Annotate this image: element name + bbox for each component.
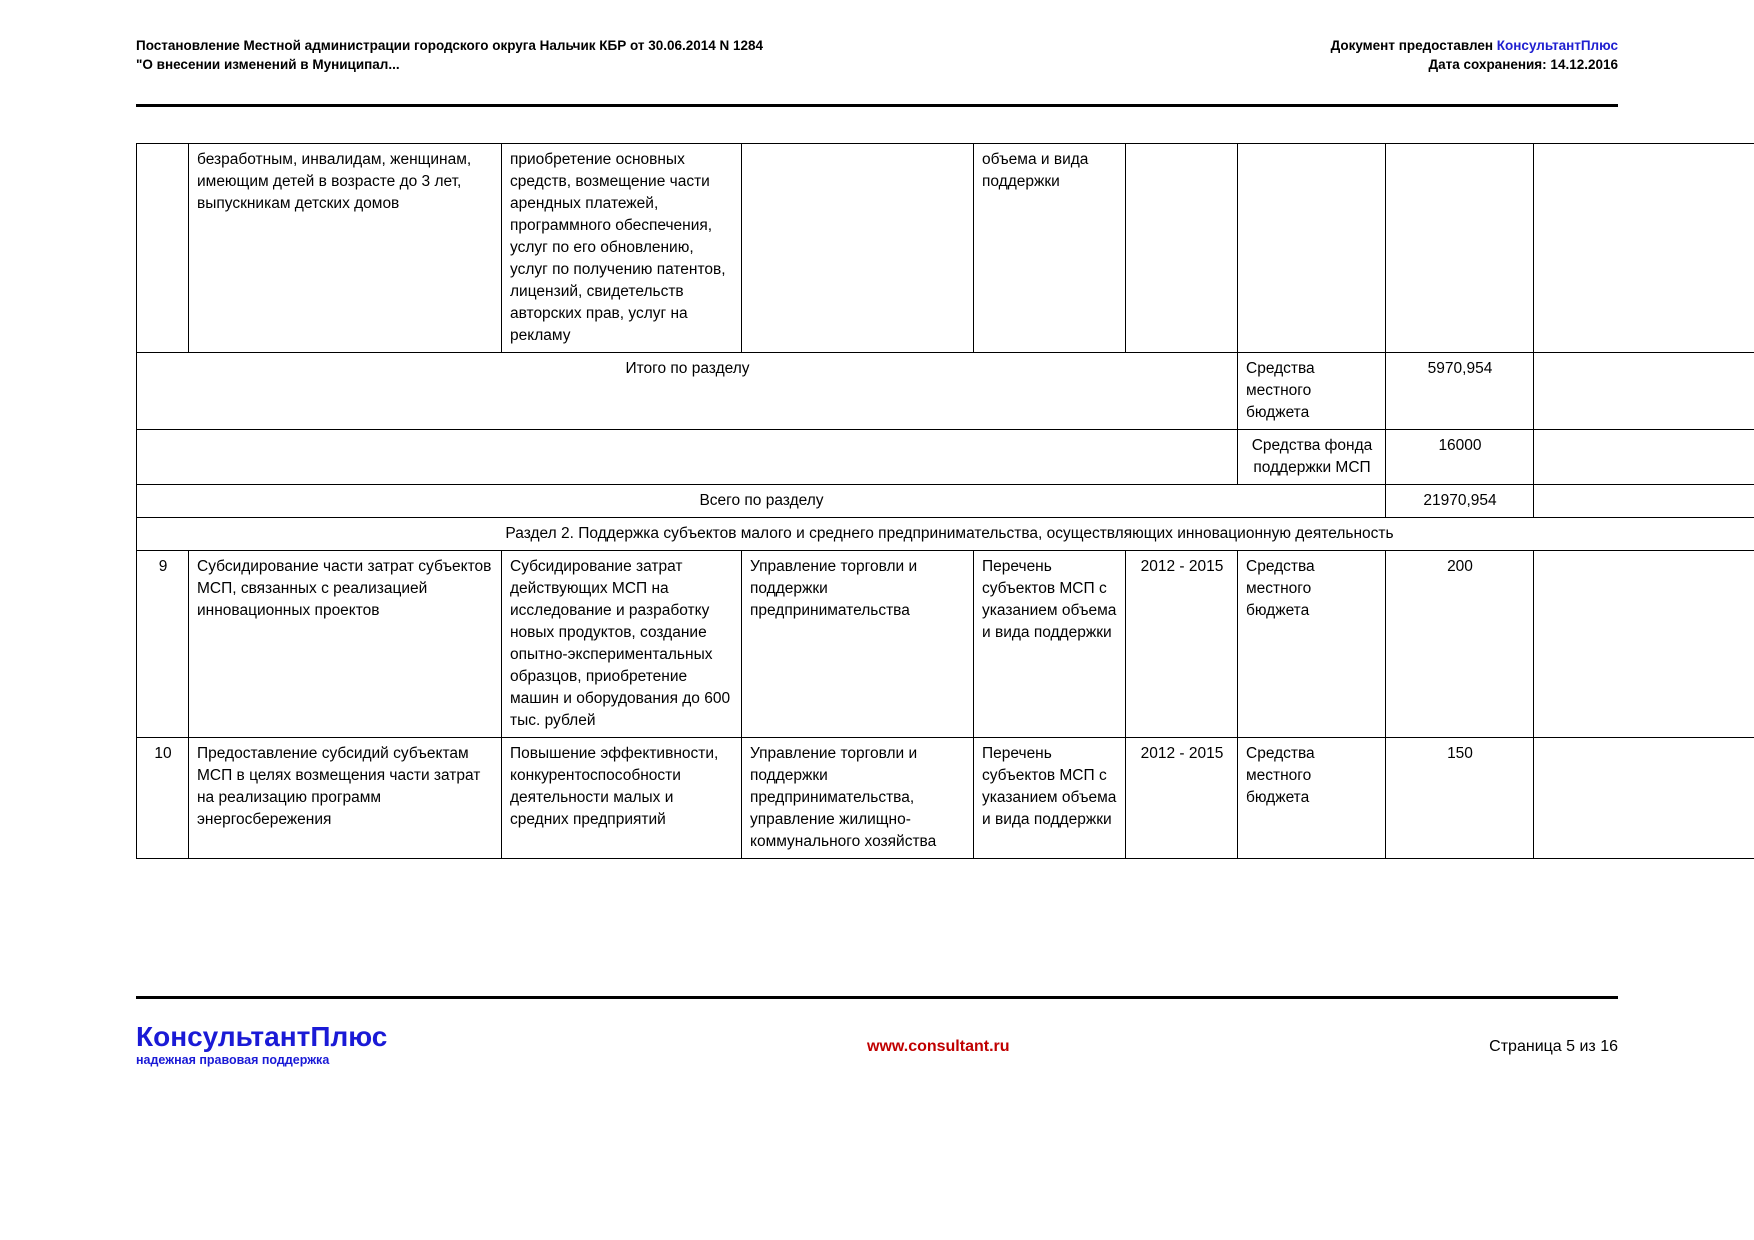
header-provider-block bbox=[1331, 36, 1618, 74]
cell-amount: 16000 bbox=[1386, 430, 1534, 485]
cell-executor: Управление торговли и поддержки предпринимательства bbox=[742, 551, 974, 738]
header-save-date: Дата сохранения: 14.12.2016 bbox=[1428, 57, 1618, 72]
program-measures-table bbox=[136, 143, 1754, 859]
cell-result: Перечень субъектов МСП с указанием объема и вида поддержки bbox=[974, 551, 1126, 738]
header-divider-rule bbox=[136, 104, 1618, 107]
cell-amount: 200 bbox=[1386, 551, 1534, 738]
cell-total-label bbox=[137, 430, 1238, 485]
cell-years: 2012 - 2015 bbox=[1126, 738, 1238, 859]
footer-brand-name: КонсультантПлюс bbox=[136, 1021, 388, 1052]
footer-brand-tagline: надежная правовая поддержка bbox=[136, 1053, 330, 1068]
cell-tail bbox=[1534, 551, 1754, 738]
cell-content: Повышение эффективности, конкурентоспособности деятельности малых и средних предприятий bbox=[502, 738, 742, 859]
cell-funding-source: Средства местного бюджета bbox=[1238, 551, 1386, 738]
program-measures-table-wrapper bbox=[136, 143, 1754, 859]
header-title-line-1: Постановление Местной администрации городского округа Нальчик КБР от 30.06.2014 N 1284 bbox=[136, 38, 764, 53]
footer-site-link[interactable]: www.consultant.ru bbox=[867, 1038, 1010, 1055]
cell-executor: Управление торговли и поддержки предпринимательства, управление жилищно-коммунального хозяйства bbox=[742, 738, 974, 859]
cell-funding-source: Средства местного бюджета bbox=[1238, 738, 1386, 859]
table-row-section-total bbox=[137, 353, 1754, 430]
footer-brand-block bbox=[136, 1022, 387, 1068]
cell-measure: Предоставление субсидий субъектам МСП в целях возмещения части затрат на реализацию программ энергосбережения bbox=[189, 738, 502, 859]
cell-number bbox=[137, 144, 189, 353]
cell-total-label: Итого по разделу bbox=[137, 353, 1238, 430]
cell-measure: Субсидирование части затрат субъектов МСП, связанных с реализацией инновационных проектов bbox=[189, 551, 502, 738]
section-2-title: Раздел 2. Поддержка субъектов малого и среднего предпринимательства, осуществляющих инновационную деятельность bbox=[137, 518, 1754, 551]
table-row-grand-total bbox=[137, 485, 1754, 518]
cell-tail bbox=[1534, 353, 1754, 430]
cell-funding-source: Средства фонда поддержки МСП bbox=[1238, 430, 1386, 485]
document-footer bbox=[136, 1022, 1618, 1092]
cell-grand-total-amount: 21970,954 bbox=[1386, 485, 1534, 518]
table-row bbox=[137, 144, 1754, 353]
table-row-section-heading bbox=[137, 518, 1754, 551]
table-row-section-total-sub bbox=[137, 430, 1754, 485]
cell-content: Субсидирование затрат действующих МСП на исследование и разработку новых продуктов, создание опытно-экспериментальных образцов, приобретение машин и оборудования до 600 тыс. рублей bbox=[502, 551, 742, 738]
cell-years bbox=[1126, 144, 1238, 353]
footer-divider-rule bbox=[136, 996, 1618, 999]
cell-measure: безработным, инвалидам, женщинам, имеющим детей в возрасте до 3 лет, выпускникам детских домов bbox=[189, 144, 502, 353]
cell-executor bbox=[742, 144, 974, 353]
header-provided-by-text: Документ предоставлен bbox=[1330, 38, 1497, 53]
cell-tail bbox=[1534, 144, 1754, 353]
cell-amount: 150 bbox=[1386, 738, 1534, 859]
footer-page-number: Страница 5 из 16 bbox=[1489, 1038, 1618, 1055]
cell-result: объема и вида поддержки bbox=[974, 144, 1126, 353]
table-row bbox=[137, 551, 1754, 738]
cell-funding-source bbox=[1238, 144, 1386, 353]
cell-result: Перечень субъектов МСП с указанием объема и вида поддержки bbox=[974, 738, 1126, 859]
header-title-line-2: "О внесении изменений в Муниципал... bbox=[136, 57, 400, 72]
header-provided-by bbox=[1331, 36, 1618, 55]
cell-grand-total-label: Всего по разделу bbox=[137, 485, 1386, 518]
header-document-title bbox=[136, 36, 763, 74]
cell-amount bbox=[1386, 144, 1534, 353]
cell-funding-source: Средства местного бюджета bbox=[1238, 353, 1386, 430]
cell-content: приобретение основных средств, возмещение части арендных платежей, программного обеспечения, услуг по его обновлению, услуг по получению патентов, лицензий, свидетельств авторских прав, услуг на рекламу bbox=[502, 144, 742, 353]
table-row bbox=[137, 738, 1754, 859]
cell-number: 9 bbox=[137, 551, 189, 738]
document-header bbox=[136, 36, 1618, 74]
cell-amount: 5970,954 bbox=[1386, 353, 1534, 430]
cell-number: 10 bbox=[137, 738, 189, 859]
cell-tail bbox=[1534, 485, 1754, 518]
cell-years: 2012 - 2015 bbox=[1126, 551, 1238, 738]
cell-tail bbox=[1534, 430, 1754, 485]
cell-tail bbox=[1534, 738, 1754, 859]
consultant-plus-link[interactable]: КонсультантПлюс bbox=[1496, 38, 1618, 53]
